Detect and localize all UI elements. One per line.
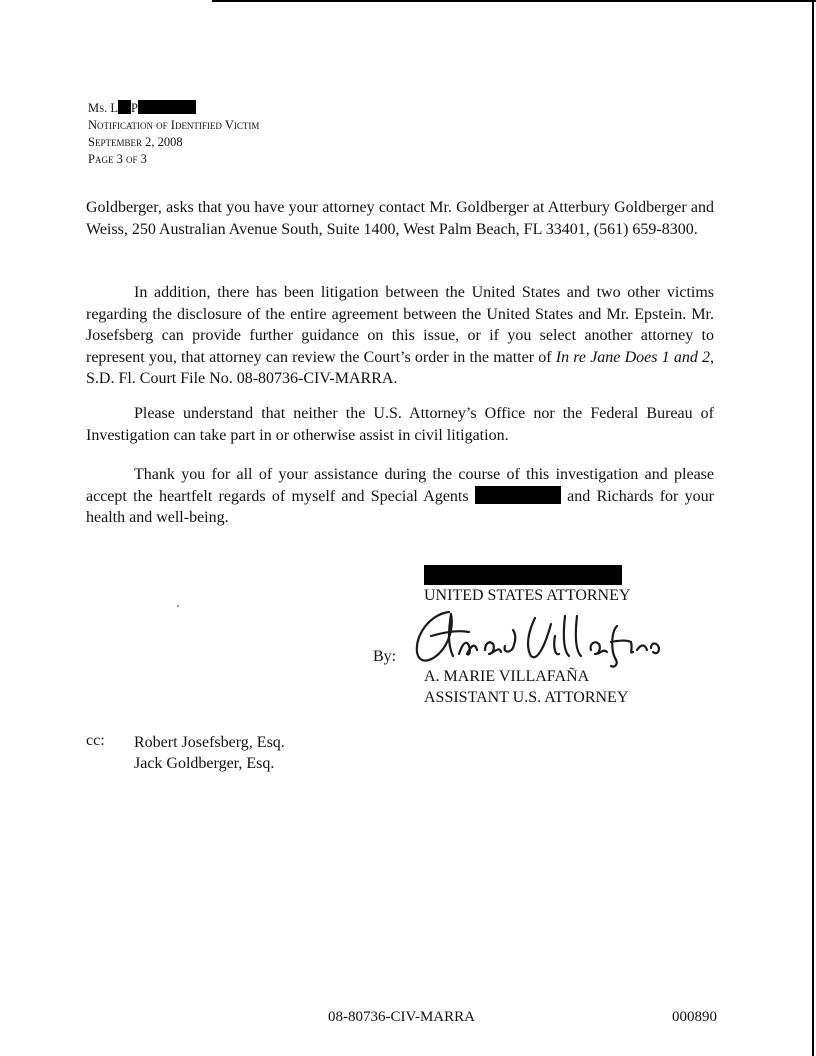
signer-title: ASSISTANT U.S. ATTORNEY bbox=[424, 689, 629, 706]
signer-block bbox=[424, 666, 628, 708]
redaction-bar bbox=[475, 486, 561, 504]
handwritten-signature bbox=[405, 606, 665, 668]
date-line: September 2, 2008 bbox=[88, 135, 183, 149]
recipient-line bbox=[88, 100, 259, 117]
redaction-bar bbox=[424, 565, 622, 585]
cc-label: cc: bbox=[86, 732, 105, 749]
footer-bates-number: 000890 bbox=[672, 1009, 717, 1025]
cc-recipient: Robert Josefsberg, Esq. bbox=[134, 734, 285, 751]
by-label: By: bbox=[373, 648, 397, 665]
case-citation: In re Jane Does 1 and 2 bbox=[555, 348, 711, 366]
redaction-bar bbox=[118, 100, 131, 114]
paragraph-4 bbox=[86, 464, 714, 529]
paragraph-1: Goldberger, asks that you have your attorney contact Mr. Goldberger at Atterbury Goldberger and Weiss, 250 Australian Avenue South, Suite 1400, West Palm Beach, FL 33401, (561) 659-8300. bbox=[86, 199, 714, 238]
paragraph-4-text-end: and Richards for your health and well-being. bbox=[86, 487, 715, 526]
scan-top-border bbox=[212, 0, 816, 2]
recipient-name: Ms. L bbox=[88, 101, 119, 115]
paragraph-2 bbox=[86, 282, 714, 390]
scan-right-border bbox=[812, 0, 814, 1056]
redaction-bar bbox=[138, 100, 196, 114]
paragraph-3: Please understand that neither the U.S. Attorney’s Office nor the Federal Bureau of Investigation can take part in or otherwise assist in civil litigation. bbox=[86, 405, 714, 444]
paragraph-4-text: Thank you for all of your assistance during the course of this investigation and please accept the heartfelt regards of myself and Special Agents bbox=[86, 466, 714, 505]
scan-speck bbox=[177, 605, 179, 607]
subject-line: Notification of Identified Victim bbox=[88, 118, 260, 132]
page-line: Page 3 of 3 bbox=[88, 152, 147, 166]
signer-name: A. MARIE VILLAFAÑA bbox=[424, 668, 590, 685]
office-title: UNITED STATES ATTORNEY bbox=[424, 587, 631, 604]
paragraph-2-text: In addition, there has been litigation between the United States and two other victims regarding the disclosure of the entire agreement between the United States and Mr. Epstein. Mr. Josefsberg can provide further guidance on this issue, or if you select another attorney to represent you, that attorney can review the Court’s order in the matter of bbox=[86, 284, 714, 366]
letter-header bbox=[88, 100, 259, 168]
paragraph-2-text-end: , S.D. Fl. Court File No. 08-80736-CIV-MARRA. bbox=[86, 348, 715, 387]
recipient-initial: P bbox=[131, 101, 138, 115]
cc-list bbox=[134, 732, 285, 774]
cc-recipient: Jack Goldberger, Esq. bbox=[134, 755, 275, 772]
footer-case-number: 08-80736-CIV-MARRA bbox=[328, 1009, 475, 1025]
